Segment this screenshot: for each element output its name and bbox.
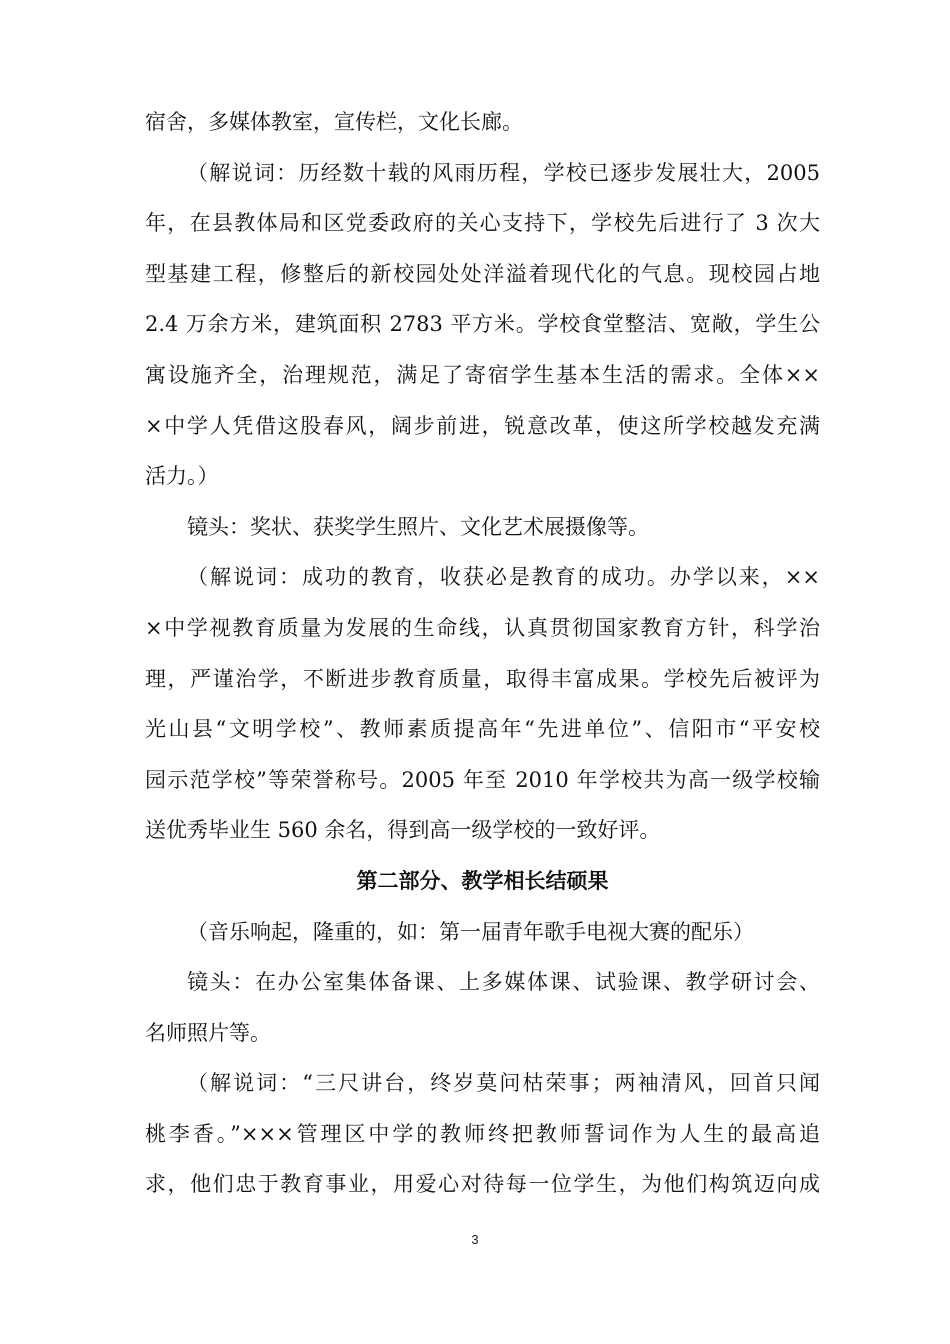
text-line: 活力。） [145,464,219,489]
text-line: （解说词：历经数十载的风雨历程，学校已逐步发展壮大，2005 [187,160,820,185]
text-line: 镜头：在办公室集体备课、上多媒体课、试验课、教学研讨会、 [187,970,820,995]
text-line: ×中学人凭借这股春风，阔步前进，锐意改革，使这所学校越发充满 [145,413,820,438]
text-line: 桃李香。”×××管理区中学的教师终把教师誓词作为人生的最高追 [145,1121,820,1146]
text-line: 宿舍，多媒体教室，宣传栏，文化长廊。 [145,110,523,134]
text-line: 寓设施齐全，治理规范，满足了寄宿学生基本生活的需求。全体×× [145,362,820,387]
text-line: 镜头：奖状、获奖学生照片、文化艺术展摄像等。 [187,514,649,539]
text-line: 理，严谨治学，不断进步教育质量，取得丰富成果。学校先后被评为 [145,666,820,691]
text-line: （音乐响起，隆重的，如：第一届青年歌手电视大赛的配乐） [187,919,754,944]
text-line: （解说词：“三尺讲台，终岁莫问枯荣事；两袖清风，回首只闻 [187,1071,820,1096]
text-line: （解说词：成功的教育，收获必是教育的成功。办学以来，×× [187,565,820,590]
page-number: 3 [471,1232,479,1247]
text-line: 求，他们忠于教育事业，用爱心对待每一位学生，为他们构筑迈向成 [145,1172,820,1197]
text-line: 名师照片等。 [145,1020,271,1045]
text-line: 年，在县教体局和区党委政府的关心支持下，学校先后进行了 3 次大 [145,211,820,236]
text-line: 园示范学校”等荣誉称号。2005 年至 2010 年学校共为高一级学校输 [145,767,820,792]
text-line: 型基建工程，修整后的新校园处处洋溢着现代化的气息。现校园占地 [145,261,820,286]
text-line: 送优秀毕业生 560 余名，得到高一级学校的一致好评。 [145,818,661,843]
text-line: ×中学视教育质量为发展的生命线，认真贯彻国家教育方针，科学治 [145,615,820,640]
text-line: 2.4 万余方米，建筑面积 2783 平方米。学校食堂整洁、宽敞，学生公 [145,312,820,337]
text-line: 光山县“文明学校”、教师素质提高年“先进单位”、信阳市“平安校 [145,717,820,742]
body-text [145,97,820,1210]
section-heading: 第二部分、教学相长结硕果 [356,867,609,893]
